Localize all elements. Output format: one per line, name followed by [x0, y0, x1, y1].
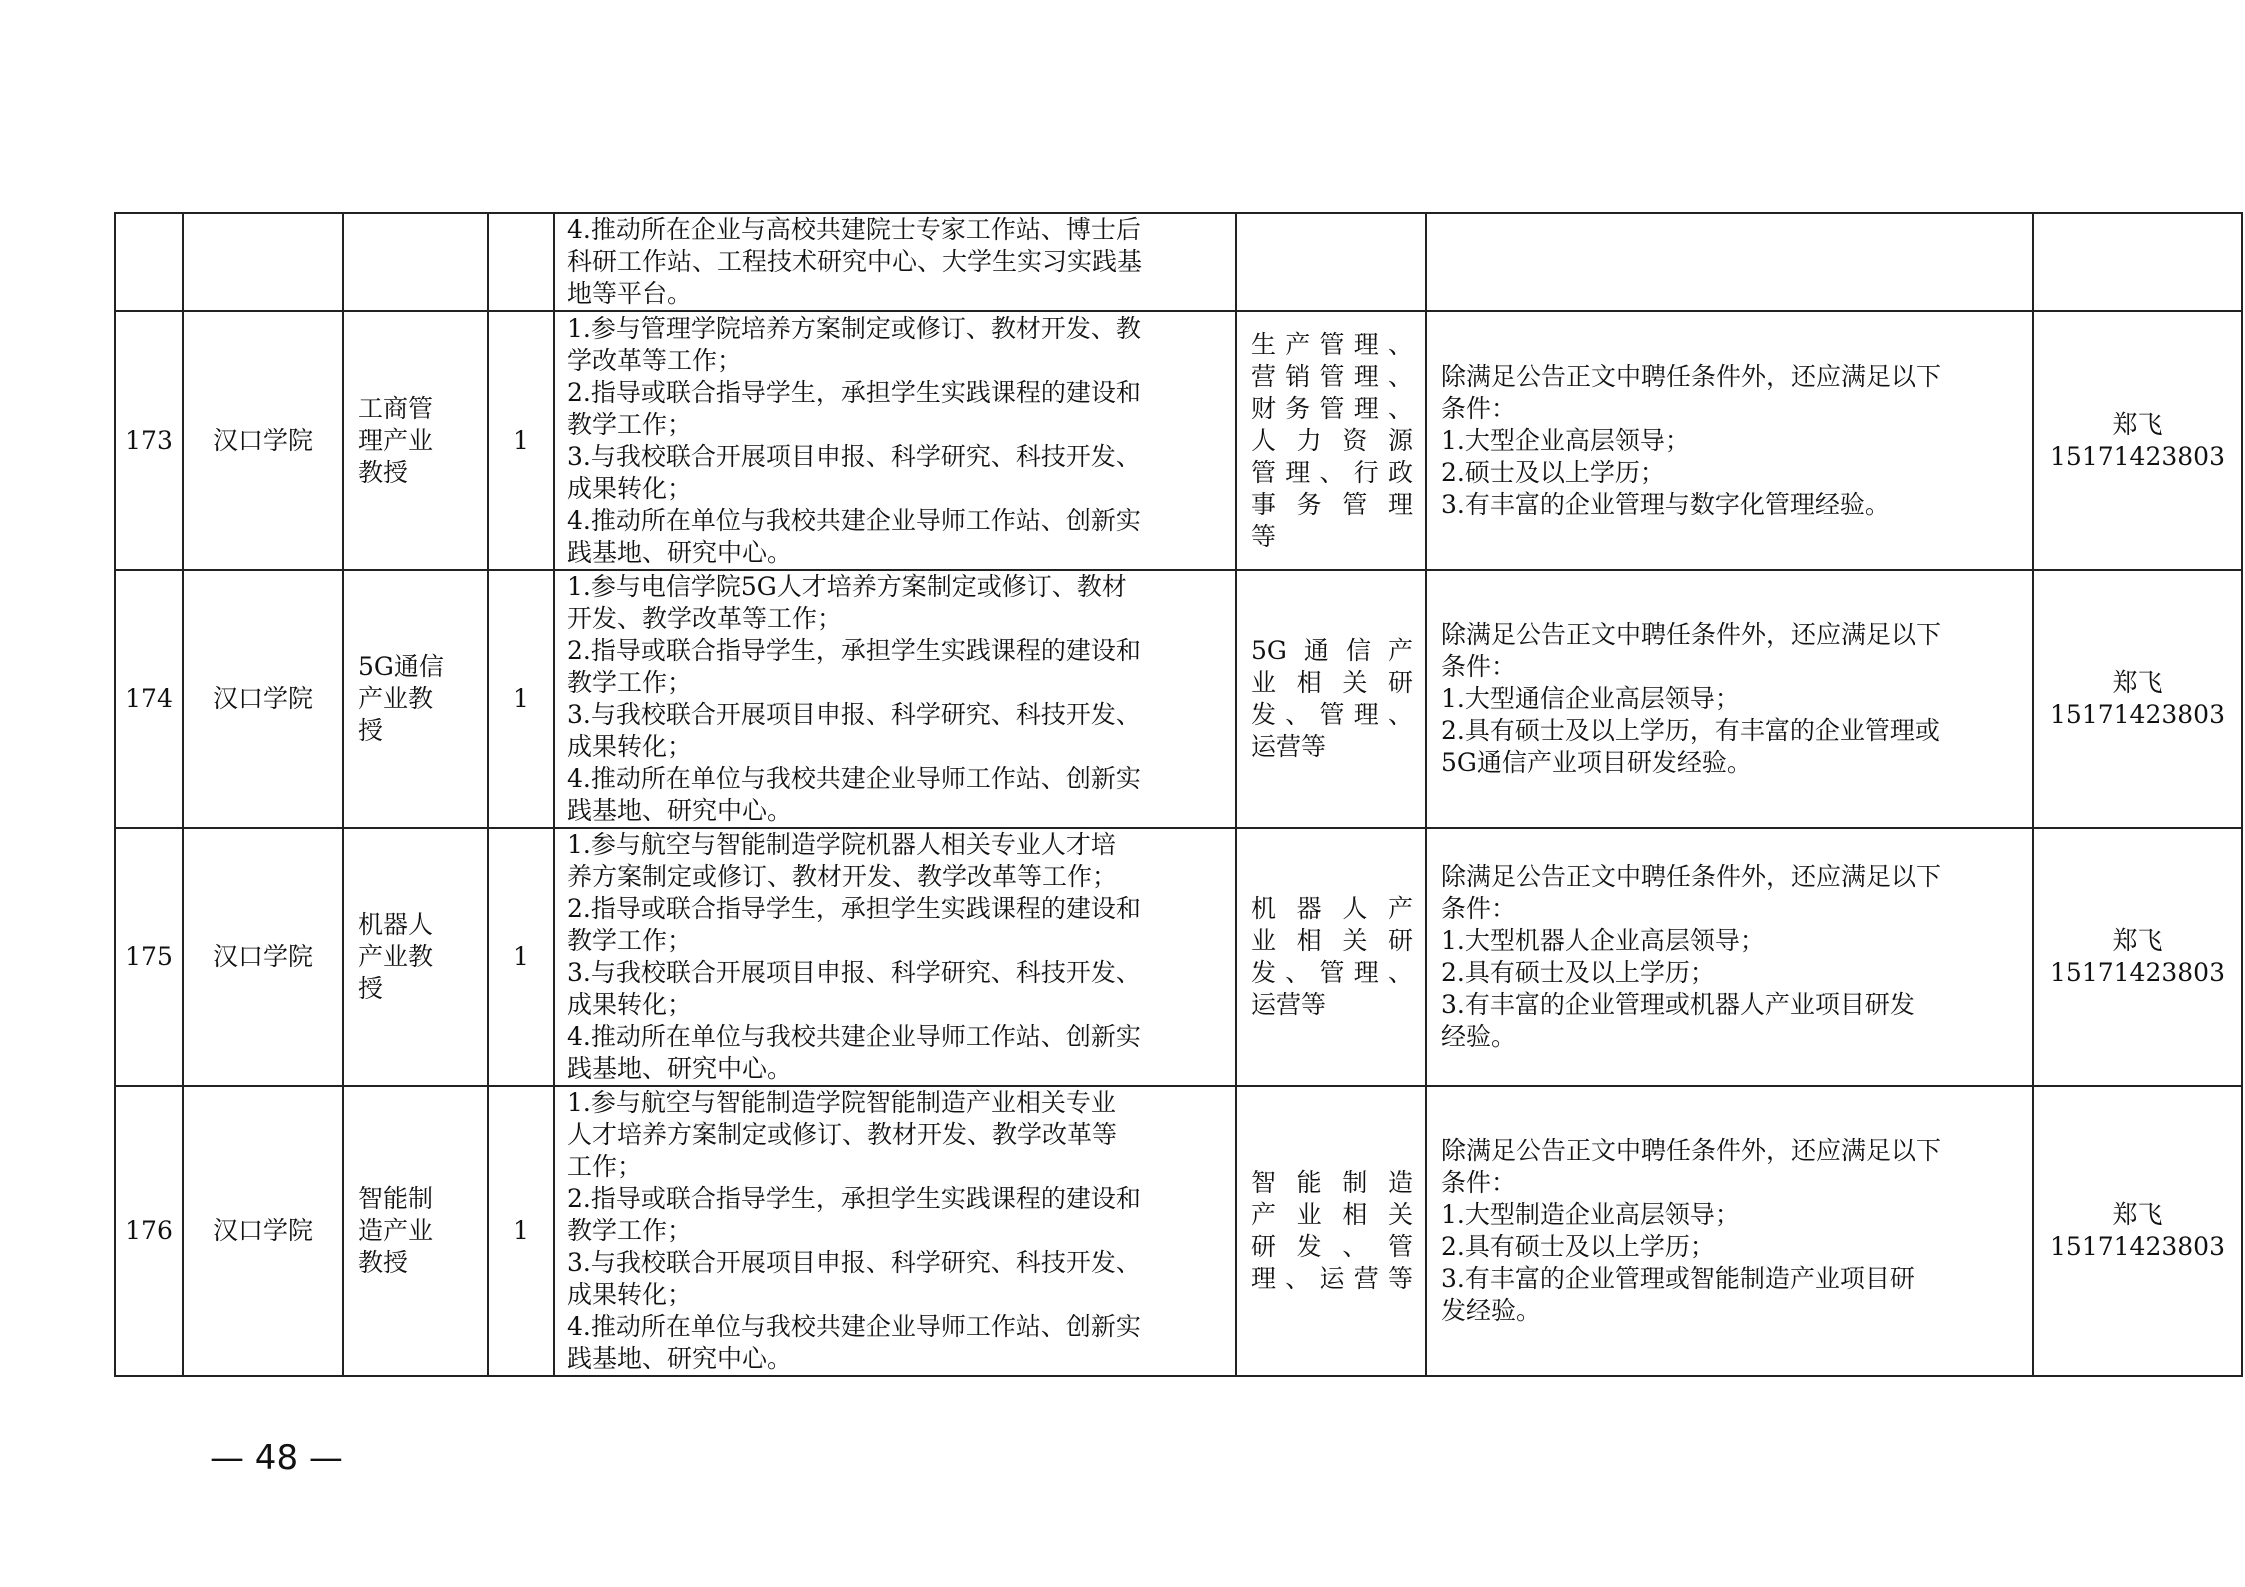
- duty-line: 养方案制定或修订、教材开发、教学改革等工作；: [567, 862, 1118, 891]
- field-line: 营销管理、: [1251, 361, 1413, 391]
- field-line: 人力资源: [1251, 425, 1413, 455]
- cell-post: [343, 311, 488, 570]
- req-line: 2.具有硕士及以上学历；: [1441, 958, 1715, 987]
- duty-line: 践基地、研究中心。: [567, 1344, 793, 1373]
- field-line: 财务管理、: [1251, 393, 1413, 423]
- cell-post: [343, 1086, 488, 1376]
- cell-contact: [2033, 311, 2242, 570]
- table-row-continuation: [115, 213, 2242, 311]
- duty-line: 成果转化；: [567, 732, 693, 761]
- req-line: 5G通信产业项目研发经验。: [1441, 748, 1752, 777]
- cell-count: 1: [488, 828, 554, 1086]
- duty-line: 4.推动所在单位与我校共建企业导师工作站、创新实: [567, 1312, 1141, 1341]
- duty-line: 1.参与航空与智能制造学院机器人相关专业人才培: [567, 830, 1116, 859]
- req-line: 除满足公告正文中聘任条件外，还应满足以下: [1441, 1136, 1942, 1165]
- duty-line: 4.推动所在企业与高校共建院士专家工作站、博士后: [567, 215, 1141, 244]
- field-line: 机器人产: [1251, 894, 1413, 923]
- duty-line: 践基地、研究中心。: [567, 537, 793, 567]
- cell-no: 173: [115, 311, 183, 570]
- req-line: 3.有丰富的企业管理与数字化管理经验。: [1441, 489, 1890, 519]
- post-line: 产业教: [358, 684, 434, 713]
- field-line: 运营等: [1251, 732, 1327, 761]
- cell-no: 175: [115, 828, 183, 1086]
- cell-count: 1: [488, 570, 554, 828]
- cell-requirements: [1426, 311, 2033, 570]
- duty-line: 开发、教学改革等工作；: [567, 604, 843, 633]
- cell-duty: [554, 828, 1236, 1086]
- contact-name: 郑飞: [2112, 926, 2163, 955]
- post-line: 授: [358, 974, 384, 1003]
- duty-line: 1.参与航空与智能制造学院智能制造产业相关专业: [567, 1088, 1116, 1117]
- post-line: 工商管: [358, 393, 434, 423]
- cell-field: [1236, 213, 1426, 311]
- contact-phone: 15171423803: [2050, 958, 2225, 987]
- req-line: 条件：: [1441, 393, 1517, 423]
- cell-post: [343, 213, 488, 311]
- cell-count: 1: [488, 1086, 554, 1376]
- duty-line: 践基地、研究中心。: [567, 796, 793, 825]
- field-line: 5G通信产: [1251, 636, 1413, 665]
- cell-field: [1236, 1086, 1426, 1376]
- table-row: [115, 570, 2242, 828]
- duty-line: 3.与我校联合开展项目申报、科学研究、科技开发、: [567, 441, 1141, 471]
- post-line: 教授: [358, 1248, 409, 1277]
- post-line: 机器人: [358, 910, 434, 939]
- cell-field: [1236, 311, 1426, 570]
- duty-line: 成果转化；: [567, 1280, 693, 1309]
- post-line: 理产业: [358, 425, 434, 455]
- duty-line: 4.推动所在单位与我校共建企业导师工作站、创新实: [567, 1022, 1141, 1051]
- duty-line: 地等平台。: [567, 279, 693, 308]
- cell-count: [488, 213, 554, 311]
- req-line: 除满足公告正文中聘任条件外，还应满足以下: [1441, 862, 1942, 891]
- req-line: 除满足公告正文中聘任条件外，还应满足以下: [1441, 620, 1942, 649]
- contact-phone: 15171423803: [2050, 700, 2225, 729]
- duty-line: 成果转化；: [567, 990, 693, 1019]
- req-line: 条件：: [1441, 1168, 1517, 1197]
- cell-field: [1236, 828, 1426, 1086]
- cell-duty: [554, 213, 1236, 311]
- duty-line: 4.推动所在单位与我校共建企业导师工作站、创新实: [567, 764, 1141, 793]
- cell-post: [343, 828, 488, 1086]
- duty-line: 人才培养方案制定或修订、教材开发、教学改革等: [567, 1120, 1118, 1149]
- req-line: 3.有丰富的企业管理或机器人产业项目研发: [1441, 990, 1915, 1019]
- post-line: 教授: [358, 457, 409, 487]
- field-line: 理、运营等: [1251, 1264, 1413, 1293]
- field-line: 研发、管: [1251, 1232, 1413, 1261]
- cell-requirements: [1426, 213, 2033, 311]
- table-row: [115, 828, 2242, 1086]
- duty-line: 学改革等工作；: [567, 345, 743, 375]
- job-table: [114, 212, 2243, 1377]
- field-line: 产业相关: [1251, 1200, 1413, 1229]
- field-line: 事务管理: [1251, 489, 1413, 519]
- cell-unit: 汉口学院: [183, 570, 343, 828]
- cell-no: 176: [115, 1086, 183, 1376]
- cell-duty: [554, 311, 1236, 570]
- cell-requirements: [1426, 570, 2033, 828]
- field-line: 智能制造: [1251, 1168, 1413, 1197]
- duty-line: 4.推动所在单位与我校共建企业导师工作站、创新实: [567, 505, 1141, 535]
- duty-line: 科研工作站、工程技术研究中心、大学生实习实践基: [567, 247, 1143, 276]
- cell-requirements: [1426, 828, 2033, 1086]
- req-line: 2.具有硕士及以上学历；: [1441, 1232, 1715, 1261]
- duty-line: 教学工作；: [567, 668, 693, 697]
- duty-line: 践基地、研究中心。: [567, 1054, 793, 1083]
- field-line: 业相关研: [1251, 926, 1413, 955]
- req-line: 2.具有硕士及以上学历，有丰富的企业管理或: [1441, 716, 1940, 745]
- duty-line: 3.与我校联合开展项目申报、科学研究、科技开发、: [567, 958, 1141, 987]
- page-number: — 48 —: [210, 1438, 343, 1478]
- post-line: 5G通信: [358, 652, 444, 681]
- req-line: 1.大型机器人企业高层领导；: [1441, 926, 1765, 955]
- post-line: 智能制: [358, 1184, 434, 1213]
- field-line: 运营等: [1251, 990, 1327, 1019]
- cell-contact: [2033, 213, 2242, 311]
- field-line: 发、管理、: [1251, 958, 1413, 987]
- req-line: 发经验。: [1441, 1296, 1542, 1325]
- cell-field: [1236, 570, 1426, 828]
- field-line: 等: [1251, 521, 1277, 551]
- duty-line: 3.与我校联合开展项目申报、科学研究、科技开发、: [567, 700, 1141, 729]
- cell-count: 1: [488, 311, 554, 570]
- cell-requirements: [1426, 1086, 2033, 1376]
- cell-no: [115, 213, 183, 311]
- duty-line: 2.指导或联合指导学生，承担学生实践课程的建设和: [567, 1184, 1141, 1213]
- post-line: 造产业: [358, 1216, 434, 1245]
- cell-contact: [2033, 570, 2242, 828]
- post-line: 产业教: [358, 942, 434, 971]
- table-row: [115, 311, 2242, 570]
- duty-line: 2.指导或联合指导学生，承担学生实践课程的建设和: [567, 636, 1141, 665]
- duty-line: 教学工作；: [567, 1216, 693, 1245]
- cell-unit: 汉口学院: [183, 311, 343, 570]
- duty-line: 成果转化；: [567, 473, 693, 503]
- req-line: 2.硕士及以上学历；: [1441, 457, 1665, 487]
- cell-post: [343, 570, 488, 828]
- req-line: 1.大型企业高层领导；: [1441, 425, 1690, 455]
- contact-name: 郑飞: [2112, 1200, 2163, 1229]
- req-line: 经验。: [1441, 1022, 1517, 1051]
- field-line: 生产管理、: [1251, 329, 1413, 359]
- req-line: 除满足公告正文中聘任条件外，还应满足以下: [1441, 361, 1942, 391]
- cell-unit: [183, 213, 343, 311]
- cell-contact: [2033, 1086, 2242, 1376]
- duty-line: 教学工作；: [567, 409, 693, 439]
- field-line: 业相关研: [1251, 668, 1413, 697]
- field-line: 管理、行政: [1251, 457, 1413, 487]
- field-line: 发、管理、: [1251, 700, 1413, 729]
- duty-line: 教学工作；: [567, 926, 693, 955]
- table-row: [115, 1086, 2242, 1376]
- cell-no: 174: [115, 570, 183, 828]
- duty-line: 3.与我校联合开展项目申报、科学研究、科技开发、: [567, 1248, 1141, 1277]
- req-line: 3.有丰富的企业管理或智能制造产业项目研: [1441, 1264, 1915, 1293]
- duty-line: 工作；: [567, 1152, 643, 1181]
- contact-phone: 15171423803: [2050, 441, 2225, 471]
- cell-unit: 汉口学院: [183, 1086, 343, 1376]
- contact-phone: 15171423803: [2050, 1232, 2225, 1261]
- req-line: 条件：: [1441, 894, 1517, 923]
- post-line: 授: [358, 716, 384, 745]
- cell-duty: [554, 1086, 1236, 1376]
- duty-line: 2.指导或联合指导学生，承担学生实践课程的建设和: [567, 377, 1141, 407]
- cell-unit: 汉口学院: [183, 828, 343, 1086]
- cell-contact: [2033, 828, 2242, 1086]
- req-line: 条件：: [1441, 652, 1517, 681]
- req-line: 1.大型制造企业高层领导；: [1441, 1200, 1740, 1229]
- duty-line: 1.参与管理学院培养方案制定或修订、教材开发、教: [567, 313, 1141, 343]
- req-line: 1.大型通信企业高层领导；: [1441, 684, 1740, 713]
- cell-duty: [554, 570, 1236, 828]
- contact-name: 郑飞: [2112, 668, 2163, 697]
- duty-line: 1.参与电信学院5G人才培养方案制定或修订、教材: [567, 572, 1127, 601]
- duty-line: 2.指导或联合指导学生，承担学生实践课程的建设和: [567, 894, 1141, 923]
- contact-name: 郑飞: [2112, 409, 2163, 439]
